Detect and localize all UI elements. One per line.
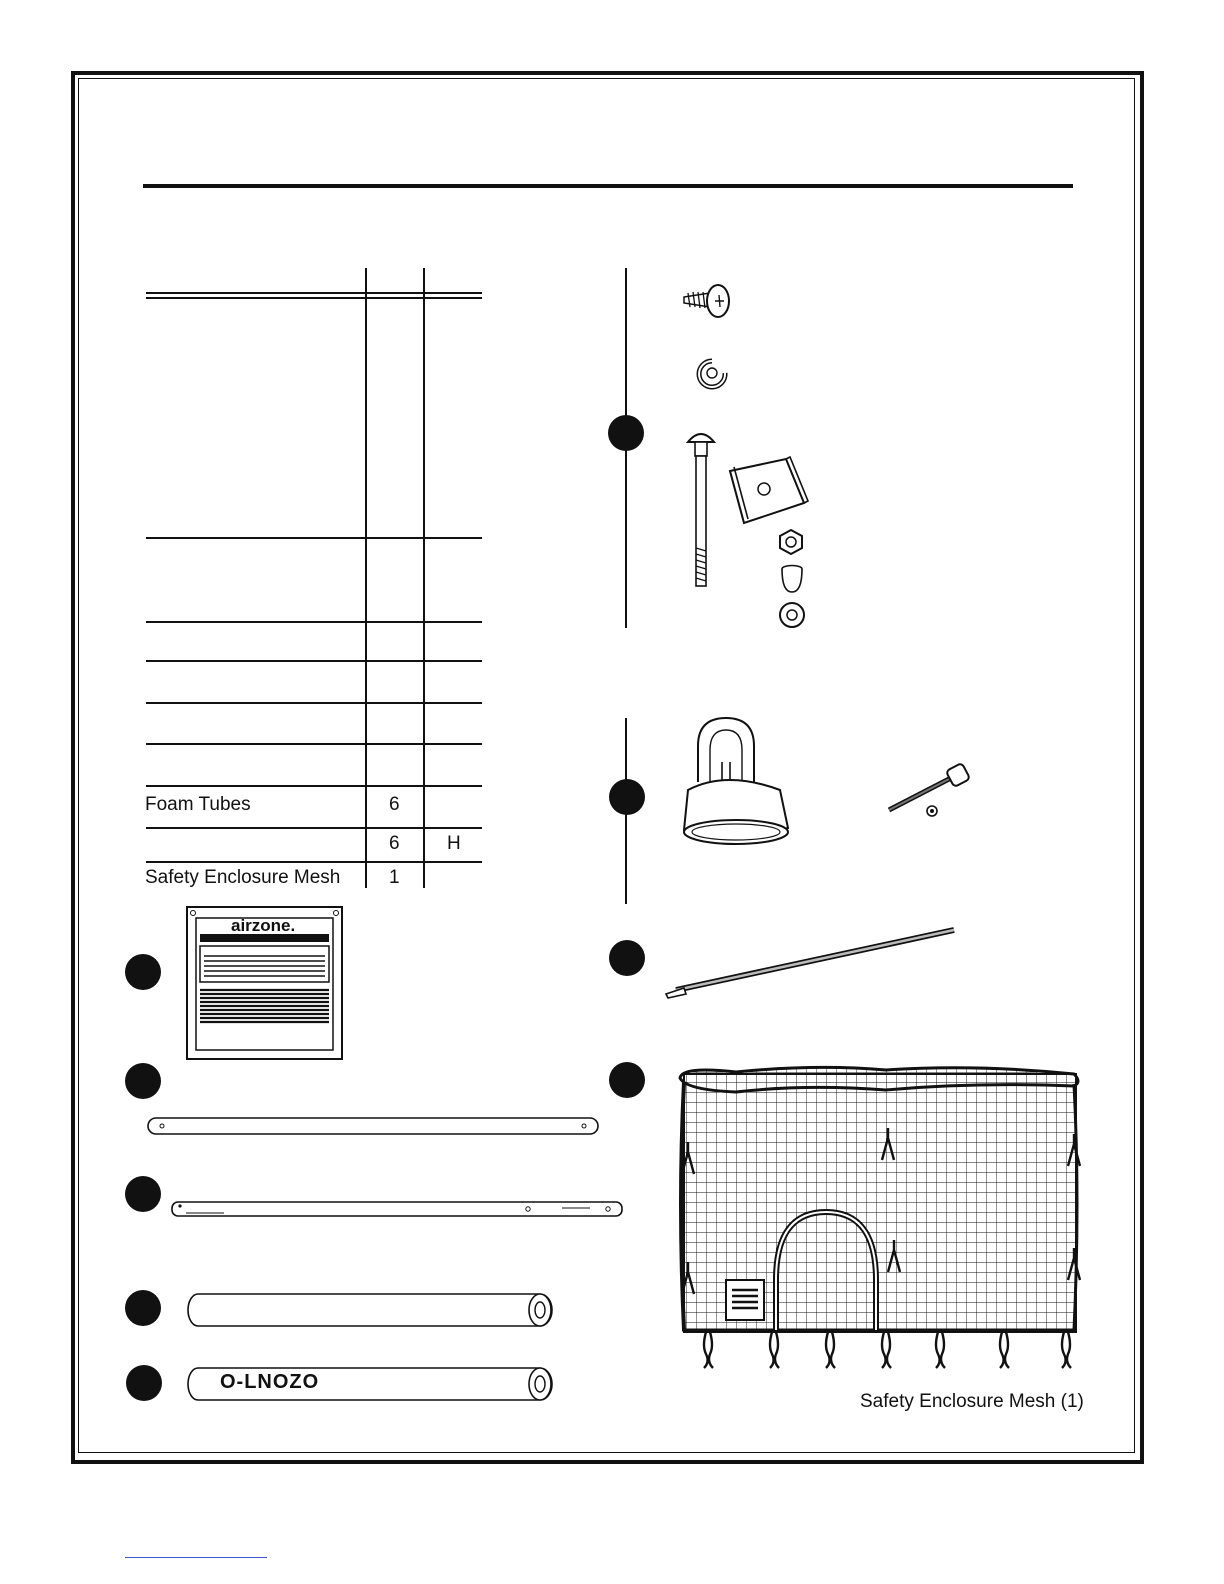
- table-column-divider: [365, 268, 367, 888]
- table-column-divider: [423, 268, 425, 888]
- table-row-rule: [146, 743, 482, 745]
- mesh-tie-strap: [704, 1332, 713, 1368]
- c-clip-icon: [694, 355, 732, 391]
- title-rule: [143, 184, 1073, 188]
- part-marker: [609, 779, 645, 815]
- part-marker: [125, 954, 161, 990]
- part-marker: [609, 1062, 645, 1098]
- pole-cap-icon: [676, 710, 792, 846]
- table-row-rule: [146, 660, 482, 662]
- part-name: Foam Tubes: [145, 794, 251, 815]
- part-marker: [125, 1290, 161, 1326]
- table-row-rule: [146, 827, 482, 829]
- foam-tube-icon: [186, 1290, 556, 1330]
- part-marker: [609, 940, 645, 976]
- part-marker: [125, 1176, 161, 1212]
- table-header-rule: [146, 297, 482, 299]
- pole-icon: [146, 1114, 602, 1138]
- mesh-tie-strap: [1062, 1332, 1071, 1368]
- part-marker: [126, 1365, 162, 1401]
- part-key: H: [447, 833, 461, 854]
- screw-icon: [680, 283, 732, 321]
- cap-icon: [780, 564, 804, 594]
- part-marker: [125, 1063, 161, 1099]
- nut-icon: [777, 528, 805, 556]
- footer-link-underline: [125, 1557, 267, 1558]
- bracket-icon: [724, 453, 810, 529]
- mesh-tie-strap: [1000, 1332, 1009, 1368]
- mesh-tie-strap: [936, 1332, 945, 1368]
- washer-icon: [778, 601, 806, 629]
- part-qty: 1: [389, 867, 400, 888]
- mesh-tie-strap: [770, 1332, 779, 1368]
- mesh-caption: Safety Enclosure Mesh (1): [860, 1391, 1084, 1412]
- mesh-icon: [676, 1062, 1082, 1374]
- table-header-rule: [146, 292, 482, 294]
- group-bracket-line: [625, 268, 627, 628]
- mesh-tie-strap: [882, 1332, 891, 1368]
- long-rod-icon: [662, 924, 962, 1000]
- group-bracket-line: [625, 718, 627, 904]
- foam-tube-print: O-LNOZO: [220, 1371, 320, 1393]
- table-row-rule: [146, 702, 482, 704]
- part-qty: 6: [389, 833, 400, 854]
- table-row-rule: [146, 537, 482, 539]
- mesh-netting: [680, 1067, 1078, 1332]
- carriage-bolt-icon: [684, 428, 718, 590]
- table-row-rule: [146, 861, 482, 863]
- part-qty: 6: [389, 794, 400, 815]
- table-row-rule: [146, 785, 482, 787]
- part-name: Safety Enclosure Mesh: [145, 867, 341, 888]
- knob-bolt-icon: [885, 760, 975, 820]
- mesh-tie-strap: [826, 1332, 835, 1368]
- table-row-rule: [146, 621, 482, 623]
- pole-icon: [170, 1198, 626, 1222]
- sign-brand: airzone.: [231, 916, 296, 935]
